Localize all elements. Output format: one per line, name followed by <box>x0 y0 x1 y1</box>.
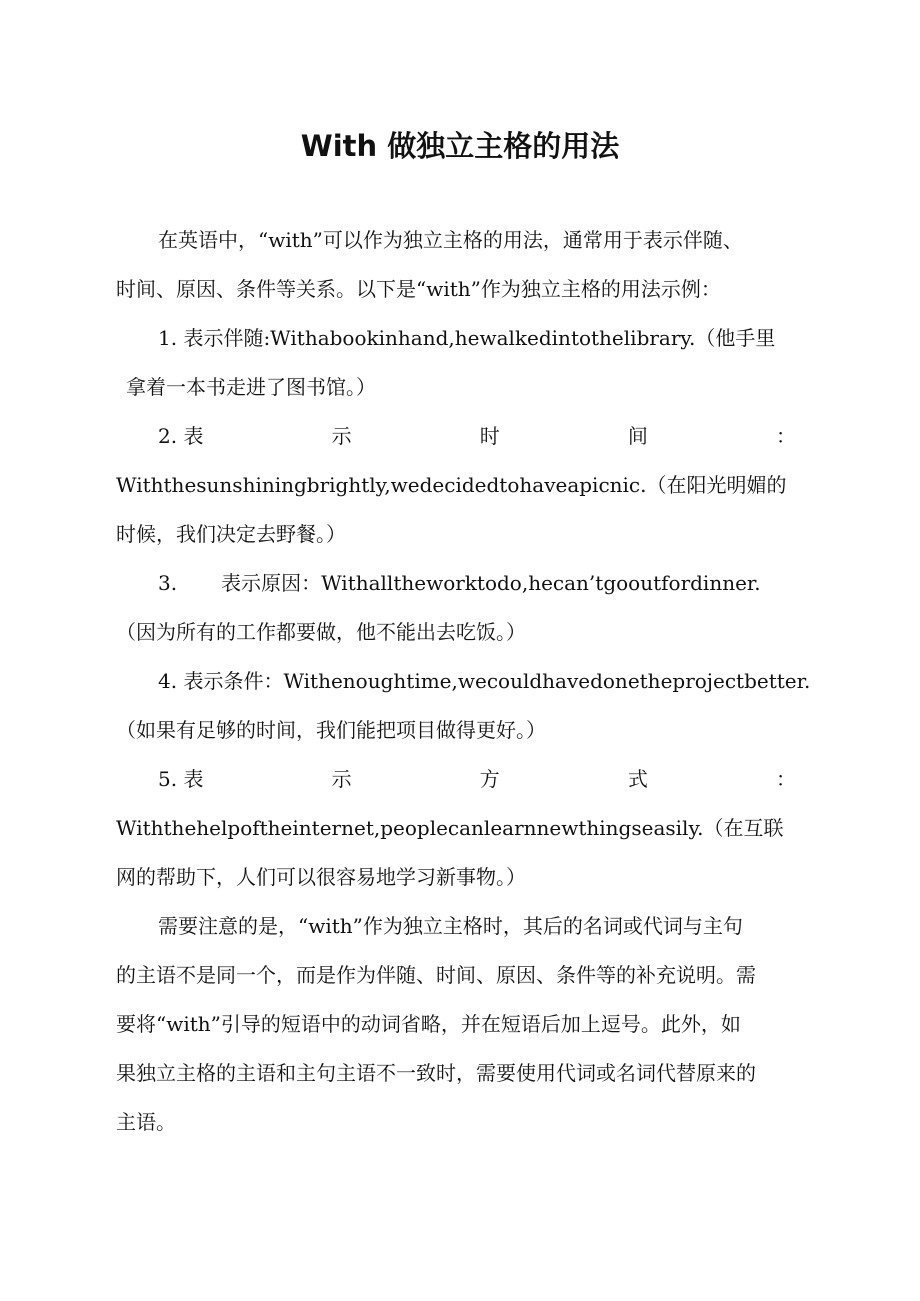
example-2-heading-part: 时 <box>479 424 500 448</box>
note-line-3: 要将“with”引导的短语中的动词省略，并在短语后加上逗号。此外，如 <box>116 1012 741 1036</box>
intro-line-1: 在英语中，“with”可以作为独立主格的用法，通常用于表示伴随、 <box>158 228 743 252</box>
example-5-heading-part: 方 <box>479 767 500 791</box>
note-line-4: 果独立主格的主语和主句主语不一致时，需要使用代词或名词代替原来的 <box>116 1061 756 1085</box>
example-2-heading <box>116 412 816 461</box>
example-2-heading-part: 间 <box>627 424 648 448</box>
example-3-line-1 <box>116 559 816 608</box>
example-3-number: 3. <box>158 571 178 595</box>
note-paragraph <box>116 902 816 1147</box>
example-5-heading-part: 式 <box>627 767 648 791</box>
example-5-heading-part: ： <box>775 767 796 791</box>
example-5 <box>116 755 816 902</box>
example-4-line-2: （如果有足够的时间，我们能把项目做得更好。） <box>116 718 546 742</box>
intro-paragraph <box>116 216 816 314</box>
example-3-text: 表示原因：Withalltheworktodo,hecan’tgooutfordinner. <box>221 571 761 595</box>
example-4 <box>116 657 816 755</box>
note-line-2: 的主语不是同一个，而是作为伴随、时间、原因、条件等的补充说明。需 <box>116 963 756 987</box>
example-2-heading-part: 示 <box>331 424 352 448</box>
note-line-1: 需要注意的是，“with”作为独立主格时，其后的名词或代词与主句 <box>158 914 743 938</box>
example-1 <box>116 314 816 412</box>
example-2-heading-part: 2. 表 <box>158 424 204 448</box>
page-title: With 做独立主格的用法 <box>300 129 620 163</box>
example-3 <box>116 559 816 657</box>
example-2-heading-part: ： <box>775 424 796 448</box>
example-4-line-1: 4. 表示条件：Withenoughtime,wecouldhavedonetheprojectbetter. <box>158 669 811 693</box>
example-3-line-2: （因为所有的工作都要做，他不能出去吃饭。） <box>116 620 526 644</box>
example-1-line-1: 1. 表示伴随:Withabookinhand,hewalkedintothelibrary.（他手里 <box>158 326 776 350</box>
example-5-line-3: 网的帮助下，人们可以很容易地学习新事物。） <box>116 865 526 889</box>
example-1-line-2: 拿着一本书走进了图书馆。） <box>126 375 376 399</box>
document-body <box>116 216 816 1147</box>
example-5-heading-part: 示 <box>331 767 352 791</box>
example-5-line-2: Withthehelpoftheinternet,peoplecanlearnnewthingseasily.（在互联 <box>116 816 784 840</box>
example-2-line-2: Withthesunshiningbrightly,wedecidedtohaveapicnic.（在阳光明媚的 <box>116 473 787 497</box>
example-2-line-3: 时候，我们决定去野餐。） <box>116 522 346 546</box>
example-2 <box>116 412 816 559</box>
intro-line-2: 时间、原因、条件等关系。以下是“with”作为独立主格的用法示例： <box>116 277 721 301</box>
example-5-heading-part: 5. 表 <box>158 767 204 791</box>
note-line-5: 主语。 <box>116 1110 176 1134</box>
example-5-heading <box>116 755 816 804</box>
